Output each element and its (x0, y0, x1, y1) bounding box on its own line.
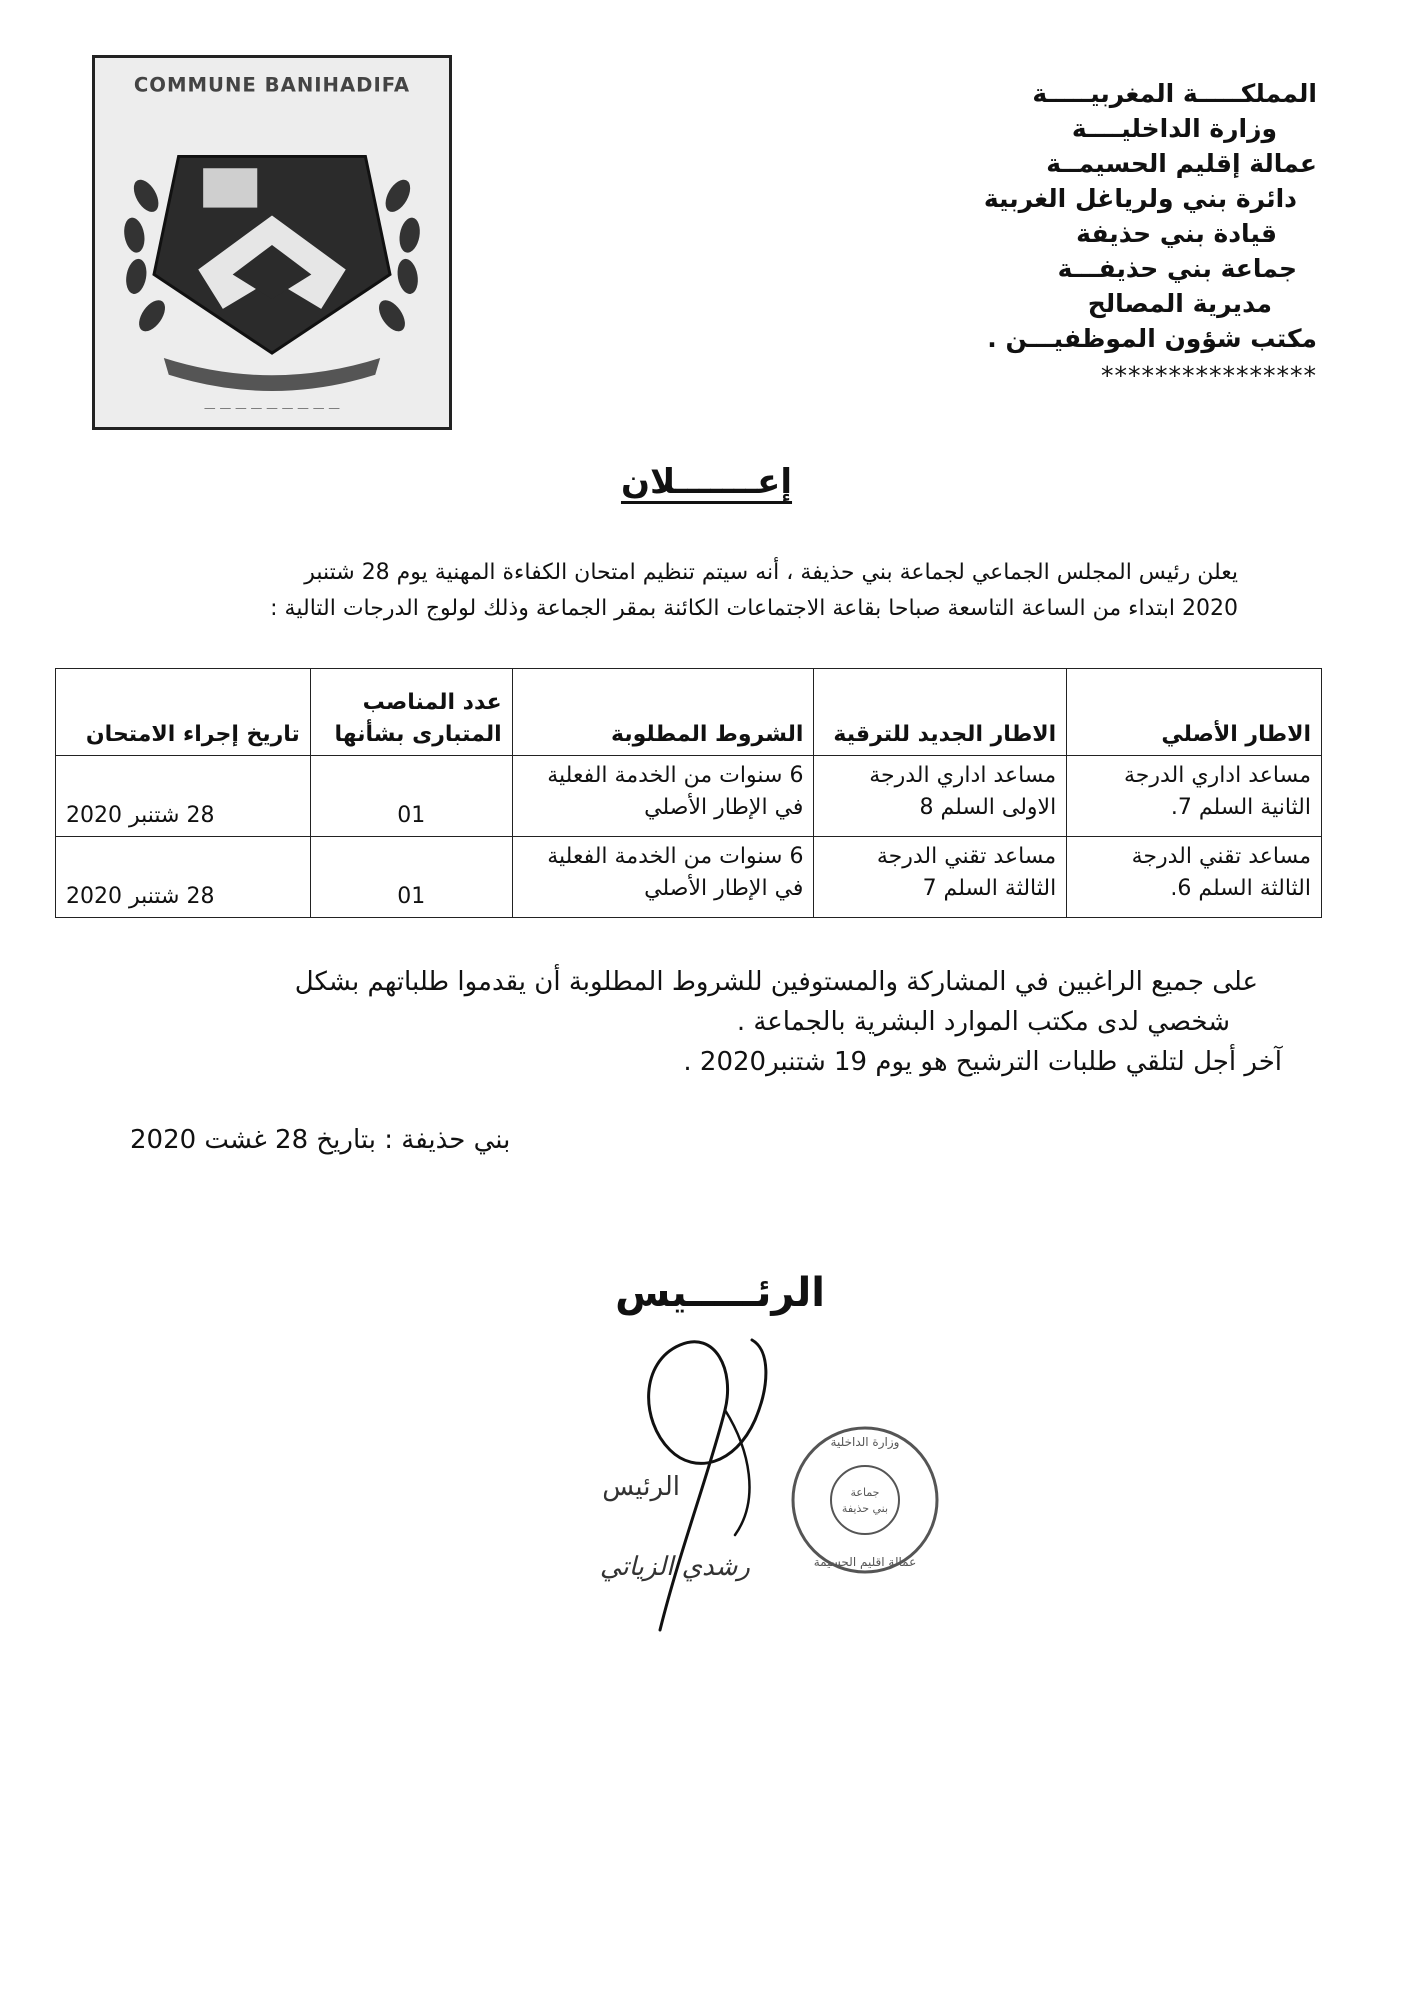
header-line-commune: جماعة بني حذيفـــة (1057, 254, 1297, 283)
commune-emblem-icon (95, 58, 449, 427)
commune-logo (92, 55, 452, 430)
table-header-row (56, 669, 1322, 756)
header-line-caidat: قيادة بني حذيفة (1076, 219, 1277, 248)
note-line-1: على جميع الراغبين في المشاركة والمستوفين للشروط المطلوبة أن يقدموا طلباتهم بشكل (294, 967, 1258, 997)
svg-text:بني حذيفة: بني حذيفة (841, 1502, 889, 1515)
header-line-circle: دائرة بني ولرياغل الغربية (983, 184, 1297, 213)
header-line-prefecture: عمالة إقليم الحسيمــة (1046, 149, 1317, 178)
page-title: إعـــــــلان (620, 462, 793, 502)
column-header-exam-date: تاريخ إجراء الامتحان (56, 669, 311, 756)
cell-exam-date: 28 شتنبر 2020 (56, 756, 311, 837)
promotion-table (55, 668, 1322, 918)
column-header-new-grade: الاطار الجديد للترقية (814, 669, 1067, 756)
administrative-header (877, 76, 1317, 393)
header-line-directorate: مديرية المصالح (1087, 289, 1272, 318)
intro-line-2: 2020 ابتداء من الساعة التاسعة صباحا بقاعة الاجتماعات الكائنة بمقر الجماعة وذلك لولوج الدرجات التالية : (270, 596, 1238, 621)
svg-text:COMMUNE BANIHADIFA: COMMUNE BANIHADIFA (133, 73, 411, 97)
cell-original-grade: مساعد اداري الدرجة الثانية السلم 7. (1067, 756, 1322, 837)
cell-positions-count: 01 (310, 837, 512, 918)
handwritten-name: رشدي الزياتي (599, 1552, 750, 1582)
column-header-positions-count: عدد المناصب المتبارى بشأنها (310, 669, 512, 756)
intro-line-1: يعلن رئيس المجلس الجماعي لجماعة بني حذيفة ، أنه سيتم تنظيم امتحان الكفاءة المهنية يوم 28 شتنبر (304, 560, 1238, 585)
handwritten-title: الرئيس (602, 1472, 680, 1502)
official-stamp-icon (785, 1420, 945, 1580)
cell-conditions: 6 سنوات من الخدمة الفعلية في الإطار الأصلي (512, 837, 814, 918)
header-line-ministry: وزارة الداخليــــة (1071, 114, 1277, 143)
cell-exam-date: 28 شتنبر 2020 (56, 837, 311, 918)
table-row (56, 837, 1322, 918)
cell-new-grade: مساعد اداري الدرجة الاولى السلم 8 (814, 756, 1067, 837)
column-header-conditions: الشروط المطلوبة (512, 669, 814, 756)
header-line-kingdom: المملكـــــة المغربيـــــة (1032, 79, 1317, 108)
table-row (56, 756, 1322, 837)
application-instructions (110, 962, 1282, 1082)
cell-new-grade: مساعد تقني الدرجة الثالثة السلم 7 (814, 837, 1067, 918)
header-divider-stars: **************** (1101, 361, 1317, 390)
svg-text:عمالة اقليم الحسيمة: عمالة اقليم الحسيمة (813, 1555, 917, 1569)
header-line-office: مكتب شؤون الموظفيـــن . (987, 324, 1317, 353)
note-line-deadline: آخر أجل لتلقي طلبات الترشيح هو يوم 19 شتنبر2020 . (683, 1047, 1282, 1077)
cell-positions-count: 01 (310, 756, 512, 837)
column-header-original-grade: الاطار الأصلي (1067, 669, 1322, 756)
cell-original-grade: مساعد تقني الدرجة الثالثة السلم 6. (1067, 837, 1322, 918)
announcement-intro (110, 555, 1238, 627)
place-and-date: بني حذيفة : بتاريخ 28 غشت 2020 (130, 1125, 511, 1155)
svg-text:جماعة: جماعة (850, 1486, 880, 1499)
note-line-2: شخصي لدى مكتب الموارد البشرية بالجماعة . (736, 1007, 1230, 1037)
svg-text:وزارة الداخلية: وزارة الداخلية (830, 1435, 900, 1449)
svg-text:— — — — — — — — —: — — — — — — — — — (203, 401, 341, 416)
signatory-title: الرئـــــيس (615, 1270, 825, 1316)
cell-conditions: 6 سنوات من الخدمة الفعلية في الإطار الأصلي (512, 756, 814, 837)
